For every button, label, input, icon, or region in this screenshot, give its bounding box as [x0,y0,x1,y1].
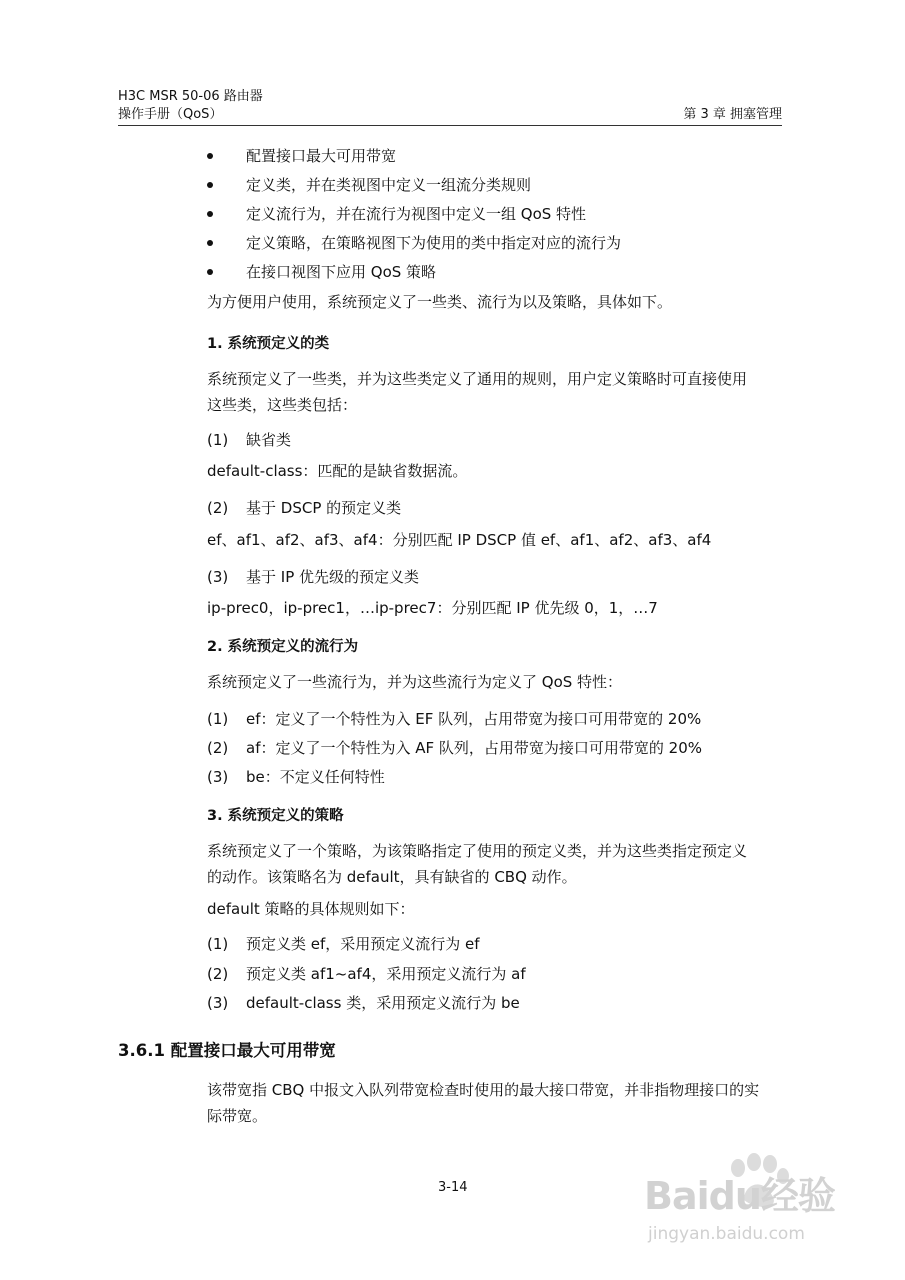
header-chapter: 第 3 章 拥塞管理 [683,107,782,122]
list-number: (1) [207,935,229,953]
section-title-1: 1. 系统预定义的类 [207,336,330,352]
page-number: 3-14 [438,1180,468,1195]
list-item-text: 预定义类 ef，采用预定义流行为 ef [246,935,480,953]
header-rule [118,125,782,126]
bullet-item: 定义类，并在类视图中定义一组流分类规则 [246,176,532,194]
list-number: (2) [207,965,229,983]
bullet-item: 在接口视图下应用 QoS 策略 [246,263,437,281]
list-item-description: default-class：匹配的是缺省数据流。 [207,462,468,480]
list-item-text: ef：定义了一个特性为入 EF 队列，占用带宽为接口可用带宽的 20% [246,710,702,728]
bullet-item: 定义策略，在策略视图下为使用的类中指定对应的流行为 [246,234,622,252]
list-number: (3) [207,768,229,786]
list-item-description: ip-prec0，ip-prec1，…ip-prec7：分别匹配 IP 优先级 0，1，…7 [207,599,658,617]
sec2-paragraph: 系统预定义了一些流行为，并为这些流行为定义了 QoS 特性： [207,673,623,691]
list-number: (1) [207,710,229,728]
list-item-text: 基于 DSCP 的预定义类 [246,499,402,517]
section-title-3: 3. 系统预定义的策略 [207,808,344,824]
list-item-text: be：不定义任何特性 [246,768,385,786]
list-number: (1) [207,431,229,449]
watermark-url: jingyan.baidu.com [648,1224,805,1244]
header-manual: 操作手册（QoS） [118,107,223,122]
sec361-paragraph-line2: 际带宽。 [207,1107,268,1125]
list-number: (2) [207,499,229,517]
bullet-dot [207,240,213,246]
bullet-dot [207,269,213,275]
sec361-paragraph-line1: 该带宽指 CBQ 中报文入队列带宽检查时使用的最大接口带宽，并非指物理接口的实 [207,1081,760,1099]
watermark-logo: Baidu经验 [644,1174,835,1218]
list-number: (3) [207,994,229,1012]
bullet-item: 定义流行为，并在流行为视图中定义一组 QoS 特性 [246,205,587,223]
list-item-text: 基于 IP 优先级的预定义类 [246,568,420,586]
bullet-dot [207,182,213,188]
sec3-rule-intro: default 策略的具体规则如下： [207,900,415,918]
list-item-text: af：定义了一个特性为入 AF 队列，占用带宽为接口可用带宽的 20% [246,739,703,757]
header-product: H3C MSR 50-06 路由器 [118,89,263,104]
baidu-watermark [640,1142,870,1267]
sec1-paragraph-line1: 系统预定义了一些类，并为这些类定义了通用的规则，用户定义策略时可直接使用 [207,370,748,388]
list-number: (2) [207,739,229,757]
list-item-text: 缺省类 [246,431,292,449]
intro-paragraph: 为方便用户使用，系统预定义了一些类、流行为以及策略，具体如下。 [207,293,673,311]
list-number: (3) [207,568,229,586]
section-title-2: 2. 系统预定义的流行为 [207,639,359,655]
sec3-paragraph-line1: 系统预定义了一个策略，为该策略指定了使用的预定义类，并为这些类指定预定义 [207,842,748,860]
sec3-paragraph-line2: 的动作。该策略名为 default，具有缺省的 CBQ 动作。 [207,868,577,886]
list-item-text: 预定义类 af1~af4，采用预定义流行为 af [246,965,526,983]
list-item-description: ef、af1、af2、af3、af4：分别匹配 IP DSCP 值 ef、af1、af2、af3、af4 [207,531,712,549]
section-heading-3-6-1: 3.6.1 配置接口最大可用带宽 [118,1041,336,1060]
sec1-paragraph-line2: 这些类，这些类包括： [207,396,358,414]
bullet-dot [207,153,213,159]
bullet-dot [207,211,213,217]
list-item-text: default-class 类，采用预定义流行为 be [246,994,520,1012]
bullet-item: 配置接口最大可用带宽 [246,147,397,165]
